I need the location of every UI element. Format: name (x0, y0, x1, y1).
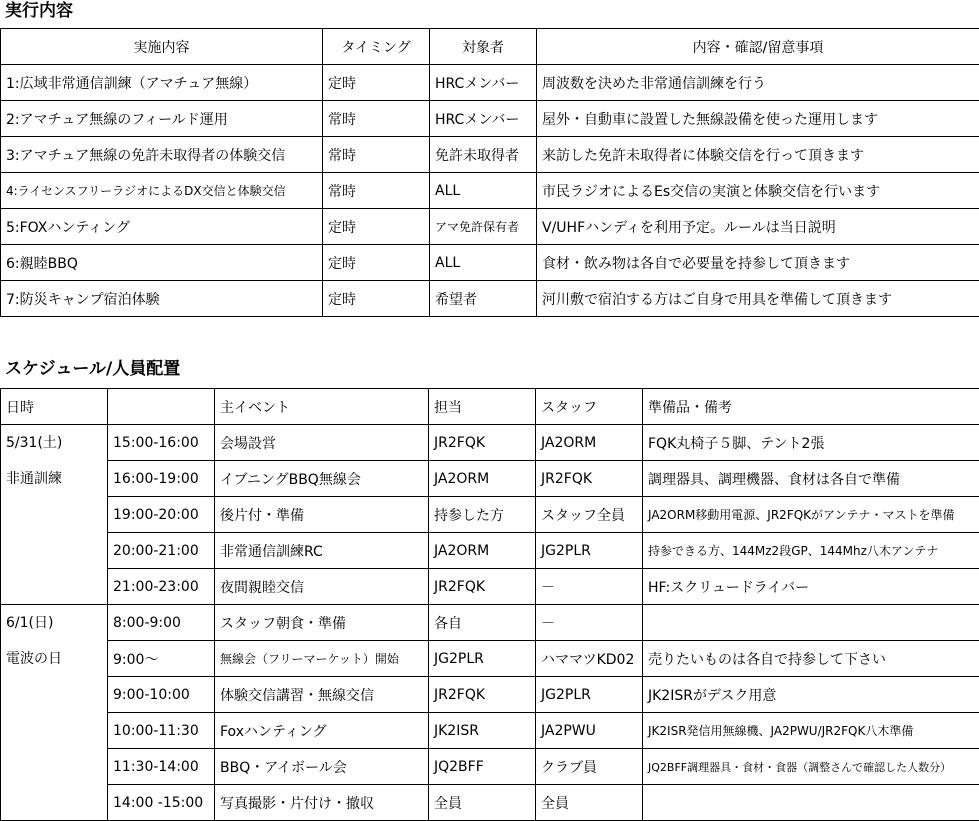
table-row (1, 173, 979, 209)
staff-cell: JA2ORM (536, 425, 643, 461)
table-row (1, 209, 979, 245)
target-cell: HRCメンバー (430, 65, 537, 101)
activity-cell: 1:広域非常通信訓練（アマチュア無線） (1, 65, 323, 101)
table-row (1, 749, 979, 785)
time-cell: 15:00-16:00 (108, 425, 215, 461)
lead-cell: JK2ISR (429, 713, 536, 749)
table-row (1, 281, 979, 317)
staff-cell: 全員 (536, 785, 643, 821)
event-cell: 会場設営 (215, 425, 429, 461)
staff-cell: JA2PWU (536, 713, 643, 749)
prep-cell (643, 605, 979, 641)
day1-label: 非通訓練 (6, 470, 107, 488)
prep-cell: JK2ISR発信用無線機、JA2PWU/JR2FQK八木準備 (643, 713, 979, 749)
staff-cell: スタッフ全員 (536, 497, 643, 533)
table-row (1, 641, 979, 677)
lead-cell: JA2ORM (429, 533, 536, 569)
time-cell: 20:00-21:00 (108, 533, 215, 569)
lead-cell: JG2PLR (429, 641, 536, 677)
schedule-header-row (1, 389, 979, 425)
schedule-table (0, 388, 979, 821)
event-cell: スタッフ朝食・準備 (215, 605, 429, 641)
table-row (1, 569, 979, 605)
event-cell: イブニングBBQ無線会 (215, 461, 429, 497)
table-row (1, 101, 979, 137)
table-row (1, 497, 979, 533)
schedule-section-title: スケジュール/人員配置 (5, 359, 180, 379)
table-row (1, 713, 979, 749)
timing-cell: 定時 (323, 65, 430, 101)
notes-cell: 屋外・自動車に設置した無線設備を使った運用します (537, 101, 979, 137)
target-cell: 免許未取得者 (430, 137, 537, 173)
header-datetime: 日時 (1, 389, 108, 425)
header-prep: 準備品・備考 (643, 389, 979, 425)
lead-cell: JR2FQK (429, 677, 536, 713)
lead-cell: JR2FQK (429, 569, 536, 605)
timing-cell: 定時 (323, 245, 430, 281)
target-cell: HRCメンバー (430, 101, 537, 137)
timing-cell: 定時 (323, 281, 430, 317)
activity-cell: 4:ライセンスフリーラジオによるDX交信と体験交信 (1, 173, 323, 209)
target-cell: ALL (430, 173, 537, 209)
staff-cell: JG2PLR (536, 533, 643, 569)
notes-cell: 市民ラジオによるEs交信の実演と体験交信を行います (537, 173, 979, 209)
prep-cell: JK2ISRがデスク用意 (643, 677, 979, 713)
table-row (1, 677, 979, 713)
prep-cell: JQ2BFF調理器具・食材・食器（調整さんで確認した人数分） (643, 749, 979, 785)
prep-cell: 売りたいものは各自で持参して下さい (643, 641, 979, 677)
notes-cell: 食材・飲み物は各自で必要量を持参して頂きます (537, 245, 979, 281)
day1-cell (1, 425, 108, 605)
time-cell: 19:00-20:00 (108, 497, 215, 533)
time-cell: 9:00-10:00 (108, 677, 215, 713)
day1-date: 5/31(土) (6, 434, 107, 452)
target-cell: ALL (430, 245, 537, 281)
event-cell: 後片付・準備 (215, 497, 429, 533)
time-cell: 16:00-19:00 (108, 461, 215, 497)
prep-cell: HF:スクリュードライバー (643, 569, 979, 605)
activity-cell: 5:FOXハンティング (1, 209, 323, 245)
table-row (1, 425, 979, 461)
time-cell: 14:00 -15:00 (108, 785, 215, 821)
staff-cell: クラブ員 (536, 749, 643, 785)
event-cell: 無線会（フリーマーケット）開始 (215, 641, 429, 677)
timing-cell: 常時 (323, 137, 430, 173)
lead-cell: JR2FQK (429, 425, 536, 461)
lead-cell: JQ2BFF (429, 749, 536, 785)
event-cell: 夜間親睦交信 (215, 569, 429, 605)
target-cell: 希望者 (430, 281, 537, 317)
time-cell: 8:00-9:00 (108, 605, 215, 641)
notes-cell: 河川敷で宿泊する方はご自身で用具を準備して頂きます (537, 281, 979, 317)
staff-cell: JG2PLR (536, 677, 643, 713)
event-cell: 体験交信講習・無線交信 (215, 677, 429, 713)
notes-cell: 来訪した免許未取得者に体験交信を行って頂きます (537, 137, 979, 173)
exec-table (0, 28, 979, 317)
day2-label: 電波の日 (6, 650, 107, 668)
activity-cell: 7:防災キャンプ宿泊体験 (1, 281, 323, 317)
timing-cell: 常時 (323, 101, 430, 137)
event-cell: 非常通信訓練RC (215, 533, 429, 569)
time-cell: 10:00-11:30 (108, 713, 215, 749)
header-target: 対象者 (430, 29, 537, 65)
prep-cell: 持参できる方、144Mz2段GP、144Mhz八木アンテナ (643, 533, 979, 569)
header-staff: スタッフ (536, 389, 643, 425)
time-cell: 11:30-14:00 (108, 749, 215, 785)
time-cell: 21:00-23:00 (108, 569, 215, 605)
event-cell: 写真撮影・片付け・撤収 (215, 785, 429, 821)
prep-cell: 調理器具、調理機器、食材は各自で準備 (643, 461, 979, 497)
timing-cell: 常時 (323, 173, 430, 209)
lead-cell: 各自 (429, 605, 536, 641)
staff-cell: JR2FQK (536, 461, 643, 497)
table-row (1, 785, 979, 821)
activity-cell: 2:アマチュア無線のフィールド運用 (1, 101, 323, 137)
lead-cell: 全員 (429, 785, 536, 821)
header-lead: 担当 (429, 389, 536, 425)
event-cell: Foxハンティング (215, 713, 429, 749)
header-time (108, 389, 215, 425)
activity-cell: 6:親睦BBQ (1, 245, 323, 281)
activity-cell: 3:アマチュア無線の免許未取得者の体験交信 (1, 137, 323, 173)
table-row (1, 533, 979, 569)
header-activity: 実施内容 (1, 29, 323, 65)
header-notes: 内容・確認/留意事項 (537, 29, 979, 65)
day2-cell (1, 605, 108, 821)
event-cell: BBQ・アイボール会 (215, 749, 429, 785)
staff-cell: － (536, 605, 643, 641)
lead-cell: JA2ORM (429, 461, 536, 497)
table-row (1, 605, 979, 641)
header-event: 主イベント (215, 389, 429, 425)
prep-cell (643, 785, 979, 821)
day2-date: 6/1(日) (6, 614, 107, 632)
table-row (1, 245, 979, 281)
exec-section-title: 実行内容 (5, 1, 73, 21)
table-row (1, 137, 979, 173)
lead-cell: 持参した方 (429, 497, 536, 533)
notes-cell: 周波数を決めた非常通信訓練を行う (537, 65, 979, 101)
table-row (1, 461, 979, 497)
notes-cell: V/UHFハンディを利用予定。ルールは当日説明 (537, 209, 979, 245)
time-cell: 9:00～ (108, 641, 215, 677)
prep-cell: JA2ORM移動用電源、JR2FQKがアンテナ・マストを準備 (643, 497, 979, 533)
target-cell: アマ免許保有者 (430, 209, 537, 245)
table-row (1, 65, 979, 101)
exec-header-row (1, 29, 979, 65)
staff-cell: ハママツKD02 (536, 641, 643, 677)
staff-cell: － (536, 569, 643, 605)
prep-cell: FQK丸椅子５脚、テント2張 (643, 425, 979, 461)
timing-cell: 定時 (323, 209, 430, 245)
header-timing: タイミング (323, 29, 430, 65)
